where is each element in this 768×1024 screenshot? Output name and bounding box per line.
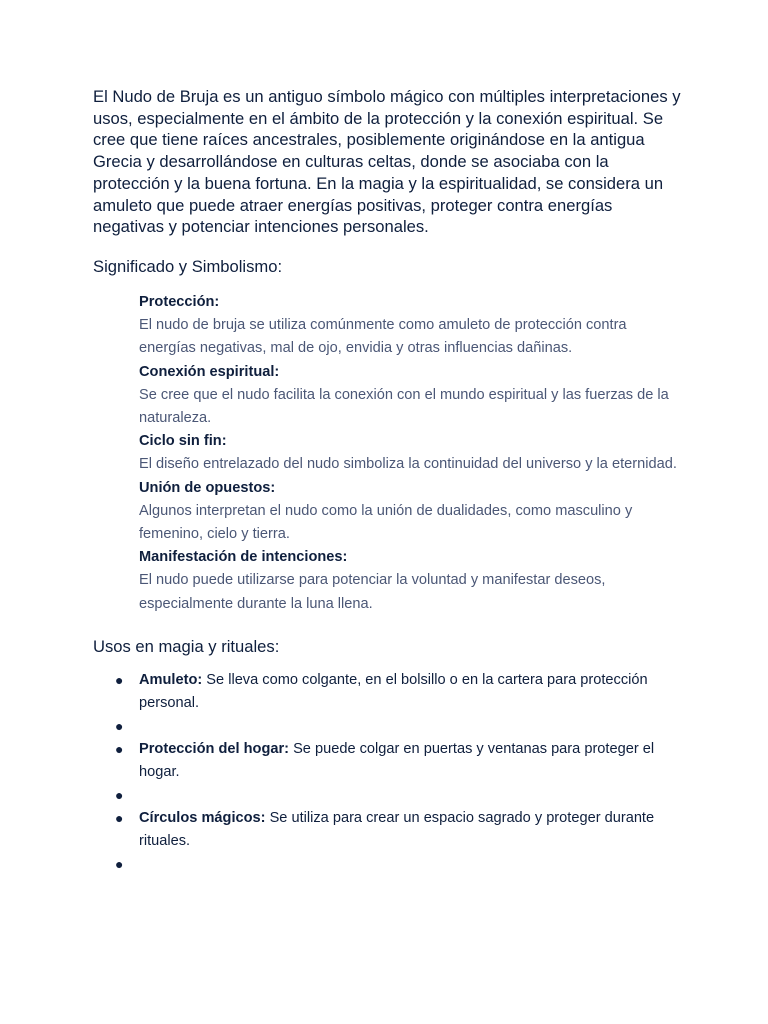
term-ciclo-sin-fin: Ciclo sin fin: [139, 433, 227, 450]
intro-paragraph: El Nudo de Bruja es un antiguo símbolo mágico con múltiples interpretaciones y usos, especialmente en el ámbito de la protección y la conexión espiritual. Se cree que tiene raíces ancestrales, posiblemente originándose en la antigua Grecia y desarrollándose en culturas celtas, donde se asociaba con la protección y la buena fortuna. En la magia y la espiritualidad, se considera un amuleto que puede atraer energías positivas, proteger contra energías negativas y potenciar intenciones personales. [93, 87, 681, 237]
uses-list [93, 669, 683, 876]
bullet-icon: ● [115, 671, 124, 688]
bullet-icon: ● [115, 786, 124, 803]
document-page [93, 86, 683, 876]
desc-ciclo-sin-fin: El diseño entrelazado del nudo simboliza la continuidad del universo y la eternidad. [139, 456, 677, 473]
bullet-icon: ● [115, 740, 124, 757]
desc-manifestacion: El nudo puede utilizarse para potenciar la voluntad y manifestar deseos, especialmente durante la luna llena. [139, 572, 606, 612]
use-text-circulos: Se utiliza para crear un espacio sagrado y proteger durante rituales. [139, 809, 655, 849]
desc-union-de-opuestos: Algunos interpretan el nudo como la unión de dualidades, como masculino y femenino, cielo y tierra. [139, 502, 633, 542]
use-text-hogar: Se puede colgar en puertas y ventanas para proteger el hogar. [139, 740, 655, 780]
bullet-icon: ● [115, 717, 124, 734]
list-item-empty [93, 784, 679, 807]
section-heading-usos: Usos en magia y rituales: [93, 636, 280, 656]
bullet-icon: ● [115, 855, 124, 872]
list-item-empty [93, 715, 679, 738]
use-term-circulos: Círculos mágicos: [139, 809, 266, 826]
use-text-amuleto: Se lleva como colgante, en el bolsillo o en la cartera para protección personal. [139, 671, 648, 711]
meaning-definitions [139, 291, 679, 616]
use-term-amuleto: Amuleto: [139, 671, 203, 688]
list-item [93, 669, 679, 715]
use-term-hogar: Protección del hogar: [139, 740, 290, 757]
term-conexion-espiritual: Conexión espiritual: [139, 363, 280, 380]
bullet-icon: ● [115, 809, 124, 826]
list-item [93, 807, 679, 853]
list-item-empty [93, 853, 679, 876]
list-item [93, 738, 679, 784]
desc-conexion-espiritual: Se cree que el nudo facilita la conexión con el mundo espiritual y las fuerzas de la naturaleza. [139, 386, 669, 426]
term-manifestacion: Manifestación de intenciones: [139, 549, 348, 566]
term-proteccion: Protección: [139, 293, 220, 310]
desc-proteccion: El nudo de bruja se utiliza comúnmente como amuleto de protección contra energías negativas, mal de ojo, envidia y otras influencias dañinas. [139, 317, 627, 357]
section-heading-significado: Significado y Simbolismo: [93, 256, 283, 276]
term-union-de-opuestos: Unión de opuestos: [139, 479, 276, 496]
